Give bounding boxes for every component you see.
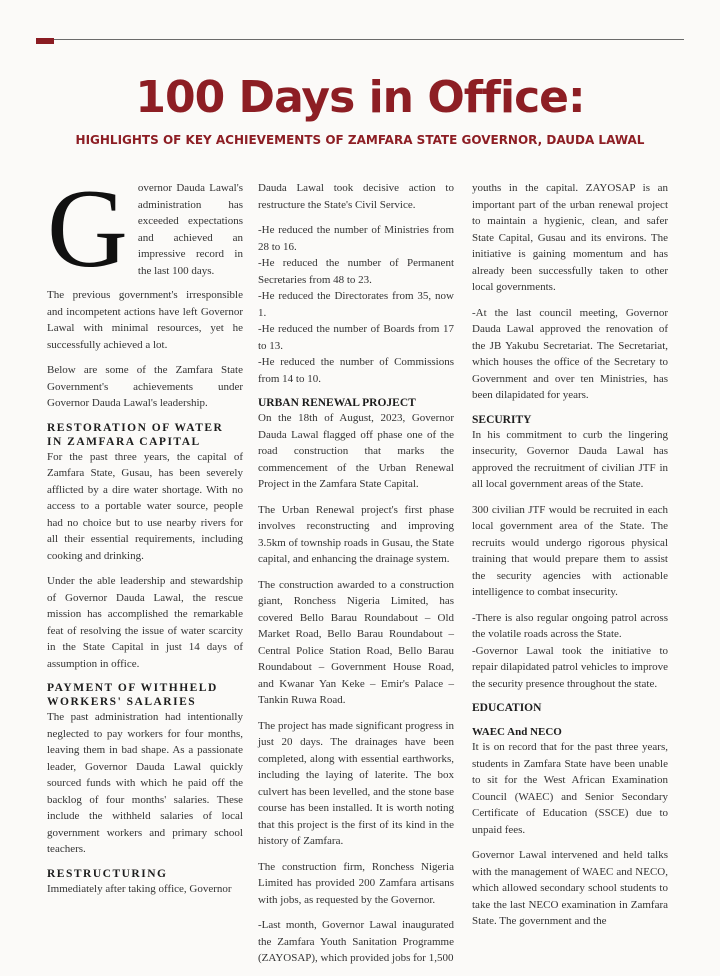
paragraph: -Governor Lawal took the initiative to repair dilapidated patrol vehicles to improve the security presence throughout the state. bbox=[472, 644, 668, 690]
list-item: -He reduced the number of Boards from 17 to 13. bbox=[258, 323, 454, 352]
paragraph: youths in the capital. ZAYOSAP is an important part of the urban renewal project to maintain a hygienic, clean, and safer State Capital, Gusau and its environs. The initiative is gaining momentum and has already been successfully taken to other local governments. bbox=[472, 182, 668, 293]
list-item: -He reduced the number of Permanent Secretaries from 48 to 23. bbox=[258, 257, 454, 286]
section-heading-security: SECURITY bbox=[472, 413, 532, 426]
paragraph: For the past three years, the capital of Zamfara State, Gusau, has been severely afflicted by a dire water shortage. With no access to a portable water source, people had no choice but to use nearby rivers for all their essential requirements, including cooking and drinking. bbox=[47, 450, 243, 562]
paragraph: The Urban Renewal project's first phase involves reconstructing and improving 3.5km of township roads in Gusau, the State capital, and enhancing the drainage system. bbox=[258, 503, 454, 565]
section-heading-water: RESTORATION OF WATER IN ZAMFARA CAPITAL bbox=[47, 421, 224, 448]
paragraph: The previous government's irresponsible and incompetent actions have left Governor Lawal with minimal resources, yet he successfully achieved a lot. bbox=[47, 289, 243, 351]
intro-text: overnor Dauda Lawal's administration has exceeded expectations and achieved an impressive record in the last 100 days. bbox=[137, 182, 243, 277]
page-subtitle: HIGHLIGHTS OF KEY ACHIEVEMENTS OF ZAMFARA STATE GOVERNOR, DAUDA LAWAL bbox=[75, 133, 645, 147]
paragraph: -Last month, Governor Lawal inaugurated the Zamfara Youth Sanitation Programme (ZAYOSAP), which provided jobs for 1,500 bbox=[258, 919, 454, 964]
list-item: -He reduced the number of Commissions from 14 to 10. bbox=[258, 356, 454, 385]
accent-tab bbox=[36, 38, 54, 44]
paragraph: -There is also regular ongoing patrol across the volatile roads across the State. bbox=[472, 611, 668, 640]
paragraph: Below are some of the Zamfara State Government's achievements under Governor Dauda Lawal's leadership. bbox=[47, 364, 243, 409]
subheading-waec-neco: WAEC And NECO bbox=[472, 726, 562, 738]
column-2 bbox=[258, 180, 454, 976]
paragraph: -At the last council meeting, Governor Dauda Lawal approved the renovation of the JB Yakubu Secretariat. The Secretariat, which houses the office of the Secretary to Government and over ten Ministries, has been dilapidated for years. bbox=[472, 306, 668, 401]
section-heading-urban: URBAN RENEWAL PROJECT bbox=[258, 397, 416, 409]
paragraph: Under the able leadership and stewardship of Governor Dauda Lawal, the rescue mission has accomplished the remarkable feat of resolving the issue of water scarcity in the State Capital in just 14 days of assumption in office. bbox=[47, 575, 243, 670]
paragraph: On the 18th of August, 2023, Governor Dauda Lawal flagged off phase one of the road construction that marks the commencement of the Urban Renewal Project in the Zamfara State Capital. bbox=[258, 412, 454, 490]
paragraph: Dauda Lawal took decisive action to restructure the State's Civil Service. bbox=[258, 182, 454, 211]
paragraph: The project has made significant progress in just 20 days. The drainages have been completed, along with essential earthworks, including the laying of laterite. The box culvert has been levelled, and the stone base course has been installed. It is worth noting that this project is the first of its kind in the history of Zamfara. bbox=[258, 719, 454, 847]
section-heading-restructuring: RESTRUCTURING bbox=[47, 867, 168, 880]
paragraph: It is on record that for the past three years, students in Zamfara State have been unable to sit for the West African Examination Council (WAEC) and Senior Secondary Certificate of Education (SSCE) due to unpaid fees. bbox=[472, 741, 668, 836]
drop-cap: G bbox=[47, 167, 128, 291]
list-item: -He reduced the number of Ministries from 28 to 16. bbox=[258, 224, 454, 253]
section-heading-education: EDUCATION bbox=[472, 702, 542, 714]
top-rule bbox=[36, 39, 684, 40]
paragraph: Governor Lawal intervened and held talks with the management of WAEC and NECO, which allowed secondary school students to take the last NECO examination in Zamfara State. The government and the bbox=[472, 849, 668, 927]
paragraph: 300 civilian JTF would be recruited in each local government area of the State. The recruits would undergo rigorous physical training that would prepare them to assist the security agencies with actionable intelligence to combat insecurity. bbox=[472, 503, 668, 598]
paragraph: The construction awarded to a construction giant, Ronchess Nigeria Limited, has covered Bello Barau Roundabout – Old Market Road, Bello Barau Roundabout – Central Police Station Road, Bello Barau Roundabout – Government House Road, and Kwanar Yan Keke – Emir's Palace – Tankin Ruwa Road. bbox=[258, 578, 454, 706]
column-3 bbox=[472, 180, 668, 939]
list-item: -He reduced the Directorates from 35, now 1. bbox=[258, 290, 454, 319]
page-title: 100 Days in Office: bbox=[135, 72, 585, 123]
column-1 bbox=[47, 167, 243, 906]
paragraph: The past administration had intentionally neglected to pay workers for four months, leaving them in bad shape. As a passionate leader, Governor Dauda Lawal quickly sourced funds with which he paid off the backlog of four months' salaries. These include the withheld salaries of local government workers and primary school teachers. bbox=[47, 711, 243, 855]
paragraph: In his commitment to curb the lingering insecurity, Governor Dauda Lawal has approved the recruitment of civilian JTF in all local government areas of the State. bbox=[472, 428, 668, 490]
intro-paragraph bbox=[47, 167, 243, 291]
section-heading-salaries: PAYMENT OF WITHHELD WORKERS' SALARIES bbox=[47, 682, 218, 708]
paragraph: The construction firm, Ronchess Nigeria Limited has provided 200 Zamfara artisans with jobs, as requested by the Governor. bbox=[258, 860, 454, 906]
paragraph: Immediately after taking office, Governor bbox=[47, 882, 232, 895]
